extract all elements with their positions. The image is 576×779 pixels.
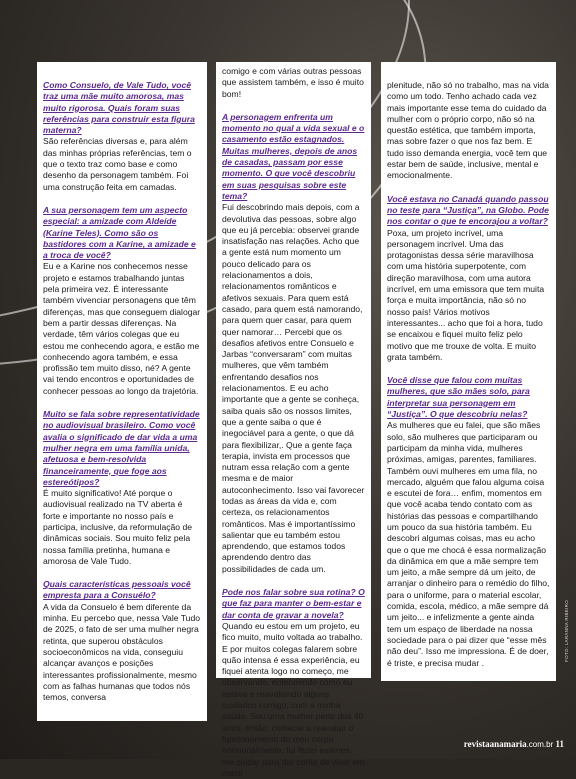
interview-answer: A vida da Consuelo é bem diferente da minha. Eu percebo que, nessa Vale Tudo de 2025, o fato de ser uma mulher negra retinta, que superou obstáculos socioeconômicos na vida, conseguiu alcançar avanços e posições interessantes profissionalmente, mesmo com as falhas humanas que todos nós temos, conversa [43, 601, 201, 703]
footer-domain: .com.br [526, 740, 554, 749]
article-column-2 [216, 62, 371, 778]
interview-answer: Fui descobrindo mais depois, com a devolutiva das pessoas, sobre algo que eu já percebia: observei grande insatisfação nas relações. Acho que a gente está num momento um pouco delicado para os relacionamentos a dois, relacionamentos românticos e afetivos sexuais. Para quem está casado, para quem está namorando, para quem quer casar, para quem quer namorar… Percebi que os desafios afetivos entre Consuelo e Jarbas “conversaram” com muitas mulheres, que vêm também enfrentando desafios nos relacionamentos. E eu acho importante que a gente se conheça, saiba quais são os nossos limites, que a gente saiba o que é inegociável para a gente, o que dá para flexibilizar,. Que a gente faça terapia, invista em processos que nutram essa relação com a gente mesma e de maior autoconhecimento. Isso vai favorecer todas as áreas da vida e, com certeza, os relacionamentos românticos. Mas é importantíssimo salientar que eu também estou aprendendo, que estamos todos aprendendo dentro das possibilidades de cada um. [222, 202, 365, 574]
footer-site: revistaanamaria [463, 739, 527, 749]
page-number: 11 [555, 739, 564, 749]
interview-answer: Poxa, um projeto incrível, uma personagem incrível. Uma das protagonistas dessa série maravilhosa com uma história superpotente, com direção maravilhosa, com uma autora incrível, em uma emissora que tem muita força e muita importância, não só no nosso país! Vários motivos interessantes... acho que foi a hora, tudo se encaixou e fiquei muito feliz pelo motivo que me trouxe de volta. E muito grata também. [387, 227, 545, 362]
article-column-3 [381, 62, 556, 681]
page-footer [464, 739, 564, 749]
interview-question: Pode nos falar sobre sua rotina? O que faz para manter o bem-estar e dar conta de gravar a novela? [222, 587, 365, 620]
interview-question: Você disse que falou com muitas mulheres, que são mães solo, para interpretar sua personagem em “Justiça”. O que descobriu nelas? [387, 375, 530, 420]
interview-question: A personagem enfrenta um momento no qual a vida sexual e o casamento estão estagnados. Muitas mulheres, depois de anos de casadas, passam por esse momento. O que você descobriu em suas pesquisas sobre este tema? [222, 111, 365, 201]
interview-question: A sua personagem tem um aspecto especial: a amizade com Aldeíde (Karine Teles). Como são os bastidores com a Karine, a amizade e a troca de você? [43, 204, 196, 261]
interview-question: Você estava no Canadá quando passou no teste para “Justiça”, na Globo. Pode nos contar o que te encorajou a voltar? [387, 193, 549, 227]
interview-question: Muito se fala sobre representatividade no audiovisual brasileiro. Como você avalia o significado de dar vida a uma mulher negra em uma família unida, afetuosa e bem-resolvida financeiramente, que foge aos estereótipos? [43, 409, 200, 487]
photo-credit: FOTO: LARANNA RIBEIRO [564, 600, 569, 662]
continued-text: plenitude, não só no trabalho, mas na vida como um todo. Tenho achado cada vez mais importante esse tema do cuidado da mulher com o próprio corpo, não só na questão estética, que também importa, mas sobre fazer o que nos faz bem. E tudo isso demanda energia, você tem que estar bem de saúde, inclusive, mental e emocionalmente. [387, 80, 549, 181]
continued-text: comigo e com várias outras pessoas que assistem também, e isso é muito bom! [222, 66, 364, 99]
article-column-1 [37, 62, 207, 721]
interview-question: Como Consuelo, de Vale Tudo, você traz uma mãe muito amorosa, mas muito rigorosa. Quais foram suas referências para construir esta figura materna? [43, 80, 195, 136]
interview-question: Quais características pessoais você empresta para a Consuélo? [43, 579, 191, 601]
interview-answer: Quando eu estou em um projeto, eu fico muito, muito voltada ao trabalho. E por muitos colegas falarem sobre quão intensa é essa experiência, eu fiquei atenta logo no começo, me observando, entendendo como eu estava e reavaliando alguns cuidados comigo, com a minha saúde. Sou uma mulher perto dos 40 anos, então, comecei a reavaliar o funcionamento do meu corpo hormonalmente, fui fazer exames, me cuidar para dar conta de viver em maior [222, 620, 365, 778]
interview-answer: É muito significativo! Até porque o audiovisual realizado na TV aberta é forte e importante no nosso país e participa, inclusive, da reformulação de dinâmicas sociais. Sou muito feliz pela nossa família pretinha, humana e amorosa de Vale Tudo. [43, 488, 193, 566]
interview-answer: As mulheres que eu falei, que são mães solo, são mulheres que participaram ou participam da minha vida, mulheres próximas, amigas, parentes, familiares. Também ouvi mulheres em uma fila, no mercado, alguém que falou alguma coisa e escutei de fora… enfim, momentos em que você acaba tendo contato com as histórias das pessoas e compartilhando um pouco da sua história também. Eu descobri algumas coisas, mas eu acho que o que me chocá é essa normalização da dinâmica em que a mãe sempre tem um jeito, a mãe sempre dá um jeito, de arranjar o dinheiro para o remédio do filho, para o uniforme, para o material escolar, comida, escola, médico, a mãe sempre dá um jeito... e infelizmente a gente ainda tem um espaço de liberdade na nossa sociedade para o pai dizer que “esse mês não deu”. Isso me impressiona. É de doer, é triste, e precisa mudar . [387, 420, 550, 668]
interview-answer: São referências diversas e, para além das minhas próprias referências, tem o que o texto traz como base e como desenho da personagem também. Foi uma construção feita em camadas. [43, 136, 192, 192]
interview-answer: Eu e a Karine nos conhecemos nesse projeto e estamos trabalhando juntas pela primeira vez. É interessante também vivenciar personagens que têm diferenças, mas que conseguem dialogar bem a partir dessas diferenças. Na verdade, têm vários colegas que eu estou me conhecendo agora, e estão me conhecendo agora também, e essa profissão tem muito disso, né? A gente vai tendo encontros e oportunidades de conhecer pessoas ao longo da trajetória. [43, 261, 201, 396]
